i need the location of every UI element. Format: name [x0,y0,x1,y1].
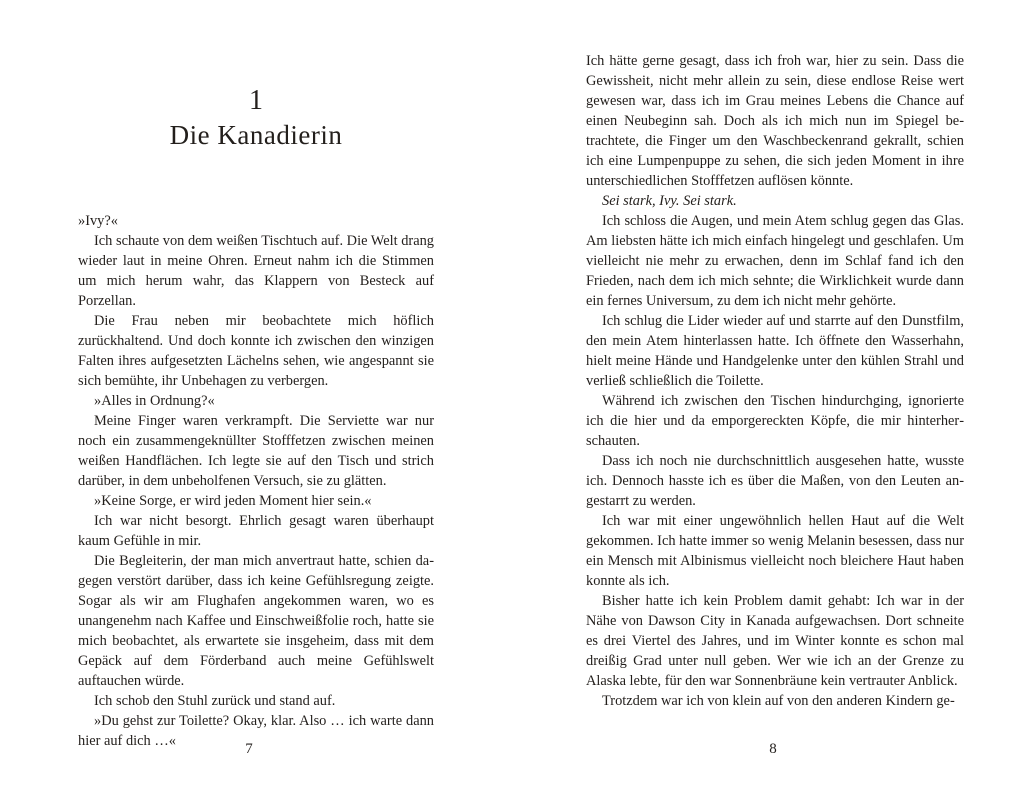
paragraph: Ich schlug die Lider wieder auf und starrte auf den Dunstfilm, den mein Atem hinterlassen hatte. Ich öffnete den Wasserhahn, hielt meine Hände und Handgelenke unter den kühlen Strahl und verließ schließlich die Toilette. [586,313,964,389]
paragraph: Ich war nicht besorgt. Ehrlich gesagt waren überhaupt kaum Gefühle in mir. [78,513,434,549]
paragraph: Trotzdem war ich von klein auf von den anderen Kindern ge- [602,693,955,709]
paragraph: Ich schloss die Augen, und mein Atem schlug gegen das Glas. Am liebsten hätte ich mich einfach hingelegt und geschlafen. Um vielleicht nie mehr zu erwachen, denn im Schlaf fand ich den Frieden, nach dem ich mich sehnte; die Wirklichkeit wurde dann ein fernes Universum, zu dem ich nicht mehr gehörte. [586,213,964,309]
paragraph: Dass ich noch nie durchschnittlich ausgesehen hatte, wusste ich. Dennoch hasste ich es über die Maßen, von den Leuten angestarrt zu werden. [586,453,964,509]
left-page-body [78,211,434,751]
paragraph: Die Begleiterin, der man mich anvertraut hatte, schien dagegen verstört darüber, dass ich keine Gefühlsregung zeigte. Sogar als wir am Flughafen angekommen waren, wo es unangenehm nach Kaffee und Einschweißfolie roch, hatte sie mich beobachtet, als erwartete sie insgeheim, dass mit dem Gepäck auf dem Förderband auch meine Gefühlswelt auftauchen würde. [78,553,434,689]
paragraph: Ich war mit einer ungewöhnlich hellen Haut auf die Welt gekommen. Ich hatte immer so wenig Melanin besessen, dass nur ein Mensch mit Albinismus vielleicht noch bleichere Haut haben konnte als ich. [586,513,964,589]
chapter-number: 1 [249,85,263,116]
paragraph: Bisher hatte ich kein Problem damit gehabt: Ich war in der Nähe von Dawson City in Kanada aufgewachsen. Dort schneite es drei Viertel des Jahres, und im Winter konnte es schon mal dreißig Grad unter null geben. Wer wie ich an der Grenze zu Alaska lebte, für den war Sonnenbräune kein vertrauter Anblick. [586,593,964,689]
paragraph: »Du gehst zur Toilette? Okay, klar. Also … ich warte dann hier auf dich …« [78,713,434,749]
paragraph: Meine Finger waren verkrampft. Die Serviette war nur noch ein zusammengeknüllter Stofffetzen zwischen meinen weißen Handflächen. Ich legte sie auf den Tisch und strich darüber, in dem unbeholfenen Versuch, sie zu glätten. [78,413,434,489]
paragraph: Die Frau neben mir beobachtete mich höflich zurückhaltend. Und doch konnte ich zwischen den winzigen Falten ihres aufgesetzten Lächelns sehen, wie angespannt sie sich bemühte, ihr Unbehagen zu verbergen. [78,313,434,389]
paragraph: »Alles in Ordnung?« [94,393,215,409]
paragraph: »Ivy?« [78,213,118,229]
paragraph: Ich schob den Stuhl zurück und stand auf. [94,693,336,709]
paragraph: Während ich zwischen den Tischen hindurchging, ignorierte ich die hier und da emporgereckten Köpfe, die mir hinterherschauten. [586,393,964,449]
paragraph: Ich hätte gerne gesagt, dass ich froh war, hier zu sein. Dass die Gewissheit, nicht mehr allein zu sein, diese endlose Reise wert gewesen war, dass ich im Grau meines Lebens die Chance auf einen Neubeginn sah. Doch als ich mich nun im Spiegel betrachtete, die Finger um den Waschbeckenrand gekrallt, schien ich eine Lumpenpuppe zu sehen, die sich jeden Moment in ihre unterschiedlichen Stofffetzen auflösen könnte. [586,53,964,189]
paragraph-italic: Sei stark, Ivy. Sei stark. [602,193,737,209]
page-number: 8 [769,741,777,757]
chapter-title: Die Kanadierin [169,120,343,150]
right-page-body [586,51,964,711]
paragraph: Ich schaute von dem weißen Tischtuch auf. Die Welt drang wieder laut in meine Ohren. Erneut nahm ich die Stimmen um mich herum wahr, das Klappern von Besteck auf Porzellan. [78,233,434,309]
page-number: 7 [245,741,253,757]
right-page [510,0,1020,812]
paragraph: »Keine Sorge, er wird jeden Moment hier sein.« [94,493,372,509]
